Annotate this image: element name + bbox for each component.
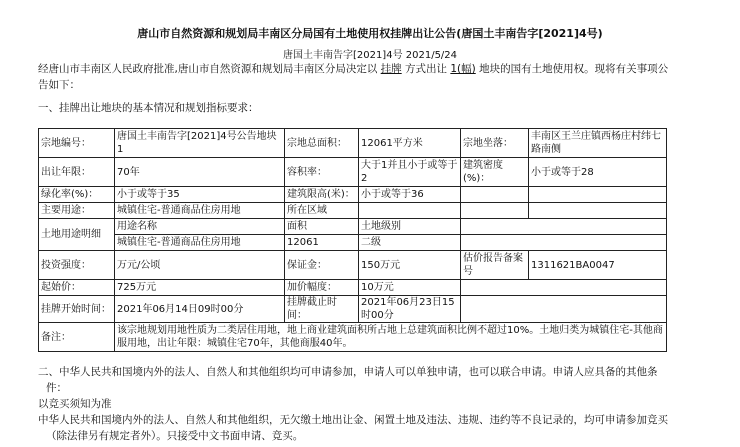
intro-text-4: 告如下：: [38, 79, 80, 91]
table-cell: [461, 235, 667, 251]
table-cell: 起始价：: [39, 280, 115, 296]
table-cell: 12061: [285, 235, 359, 251]
remarks-cell: 该宗地规划用地性质为二类居住用地，地上商业建筑面积所占地上总建筑面积比例不超过10%。土地归类为城镇住宅-其他商服用地，出让年限：城镇住宅70年，其他商服40年。: [115, 323, 667, 352]
table-cell: 建筑密度(%)：: [461, 158, 529, 187]
table-cell: 主要用途：: [39, 203, 115, 219]
land-info-table: [38, 128, 667, 352]
table-cell: [359, 203, 461, 219]
table-cell: 唐国土丰南告字[2021]4号公告地块1: [115, 129, 285, 158]
section2-line: 以竞买须知为准: [38, 398, 112, 410]
table-cell: 2021年06月23日15时00分: [359, 296, 461, 323]
table-cell: 725万元: [115, 280, 285, 296]
table-cell: 宗地总面积：: [285, 129, 359, 158]
table-cell: [461, 280, 667, 296]
table-row: [39, 296, 667, 323]
intro-method: 挂牌: [380, 63, 402, 75]
table-cell: 大于1并且小于或等于2: [359, 158, 461, 187]
table-cell: [461, 187, 529, 203]
table-row: [39, 219, 667, 235]
table-cell: 小于或等于36: [359, 187, 461, 203]
table-cell: 宗地坐落：: [461, 129, 529, 158]
table-cell: 万元/公顷: [115, 251, 285, 280]
table-cell: 备注：: [39, 323, 115, 352]
table-cell: 估价报告备案号: [461, 251, 529, 280]
table-row: [39, 323, 667, 352]
table-row: [39, 187, 667, 203]
section2: [38, 364, 700, 444]
intro-text-2: 方式出让: [405, 63, 448, 75]
table-cell: 小于或等于28: [529, 158, 667, 187]
table-cell: [461, 203, 529, 219]
table-cell: 城镇住宅-普通商品住房用地: [115, 203, 285, 219]
table-cell: 土地级别: [359, 219, 461, 235]
table-cell: 绿化率(%)：: [39, 187, 115, 203]
announcement-number-date: 唐国土丰南告字[2021]4号 2021/5/24: [282, 50, 458, 61]
table-cell: [529, 187, 667, 203]
intro-count: 1(幅): [450, 63, 476, 75]
table-cell: 出让年限：: [39, 158, 115, 187]
table-cell: 2021年06月14日09时00分: [115, 296, 285, 323]
table-cell: 10万元: [359, 280, 461, 296]
table-cell: 1311621BA0047: [529, 251, 667, 280]
table-cell: 12061平方米: [359, 129, 461, 158]
table-cell: 保证金：: [285, 251, 359, 280]
table-cell: 建筑限高(米)：: [285, 187, 359, 203]
table-cell: 所在区域: [285, 203, 359, 219]
table-row: [39, 158, 667, 187]
table-cell: 宗地编号：: [39, 129, 115, 158]
table-cell: 二级: [359, 235, 461, 251]
intro-text-1: 经唐山市丰南区人民政府批准,唐山市自然资源和规划局丰南区分局决定以: [38, 63, 378, 75]
table-cell: 用途名称: [115, 219, 285, 235]
table-cell: 70年: [115, 158, 285, 187]
intro-text-3: 地块的国有土地使用权。现将有关事项公: [479, 63, 669, 75]
table-row: [39, 129, 667, 158]
table-row: [39, 235, 667, 251]
table-row: [39, 251, 667, 280]
table-cell: 小于或等于35: [115, 187, 285, 203]
section2-line: 中华人民共和国境内外的法人、自然人和其他组织，无欠缴土地出让金、闲置土地及违法、违规、违约等不良记录的，均可申请参加竞买: [38, 414, 668, 426]
table-cell: 挂牌开始时间：: [39, 296, 115, 323]
page-title: 唐山市自然资源和规划局丰南区分局国有土地使用权挂牌出让公告(唐国土丰南告字[2021]4号): [137, 27, 603, 40]
table-cell: [461, 219, 667, 235]
section2-line: 二、中华人民共和国境内外的法人、自然人和其他组织均可申请参加，申请人可以单独申请，也可以联合申请。申请人应具备的其他条: [38, 366, 658, 378]
table-cell: 加价幅度：: [285, 280, 359, 296]
table-cell: 容积率：: [285, 158, 359, 187]
table-cell: 150万元: [359, 251, 461, 280]
section1-heading: 一、挂牌出让地块的基本情况和规划指标要求：: [38, 102, 259, 114]
table-cell: 面积: [285, 219, 359, 235]
table-cell: 投资强度：: [39, 251, 115, 280]
section2-line: 件：: [46, 382, 67, 394]
table-row: [39, 280, 667, 296]
table-row: [39, 203, 667, 219]
table-cell: 城镇住宅-普通商品住房用地: [115, 235, 285, 251]
table-cell: 丰南区王兰庄镇西杨庄村纬七路南侧: [529, 129, 667, 158]
table-cell: 挂牌截止时间：: [285, 296, 359, 323]
section2-line: （除法律另有规定者外）。只接受中文书面申请、竞买。: [46, 430, 304, 442]
table-cell: [461, 296, 667, 323]
table-cell: [529, 203, 667, 219]
intro-paragraph: [38, 61, 700, 93]
land-use-detail-label: 土地用途明细: [39, 219, 115, 251]
